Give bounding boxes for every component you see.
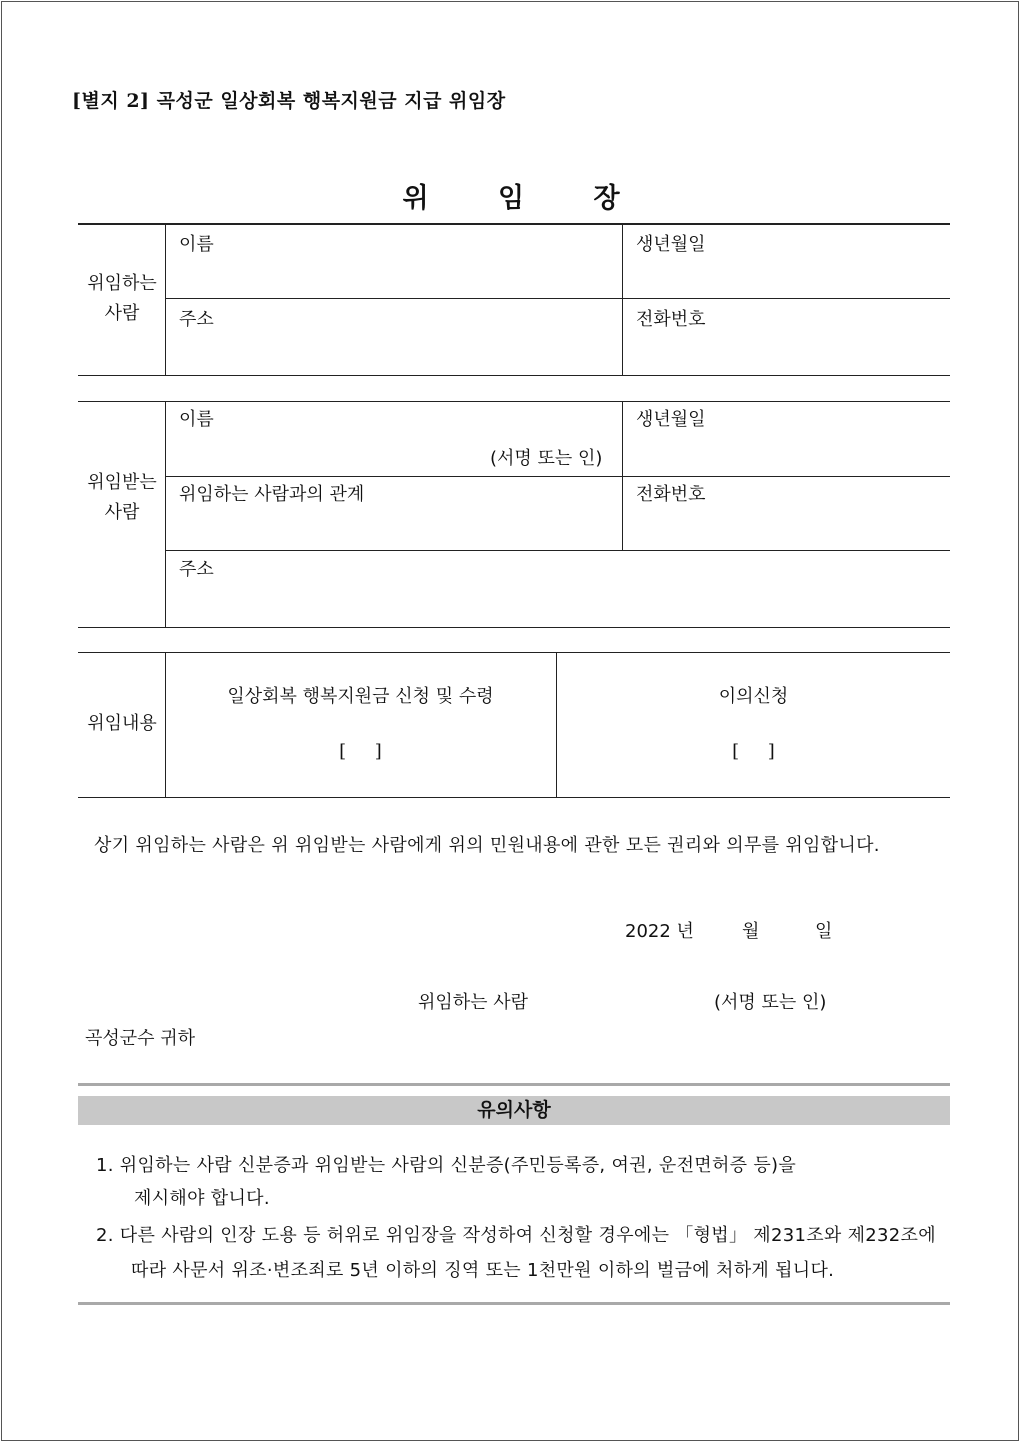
delegate-signature-hint: (서명 또는 인) bbox=[490, 448, 603, 469]
option-receive-label: 일상회복 행복지원금 신청 및 수령 bbox=[227, 686, 494, 707]
notice-item-1-line-1: 1. 위임하는 사람 신분증과 위임받는 사람의 신분증(주민등록증, 여권, 운전면허증 등)을 bbox=[96, 1155, 797, 1176]
option-objection-label: 이의신청 bbox=[718, 686, 789, 707]
form-label: [별지 2] 곡성군 일상회복 행복지원금 지급 위임장 bbox=[72, 90, 506, 112]
title-char-3: 장 bbox=[593, 183, 620, 214]
addressee: 곡성군수 귀하 bbox=[85, 1028, 196, 1049]
delegator-birth-label: 생년월일 bbox=[636, 234, 706, 255]
date-month: 월 bbox=[742, 921, 760, 942]
delegator-side-label bbox=[79, 269, 165, 329]
delegator-address-label: 주소 bbox=[179, 309, 214, 330]
delegate-address-label: 주소 bbox=[179, 559, 214, 580]
notice-bottom-rule bbox=[78, 1302, 950, 1305]
signer-label: 위임하는 사람 bbox=[418, 992, 529, 1013]
document-title bbox=[0, 176, 1022, 215]
date-year: 2022 년 bbox=[625, 921, 694, 942]
delegate-phone-label: 전화번호 bbox=[636, 484, 706, 505]
signer-signature-hint: (서명 또는 인) bbox=[714, 992, 827, 1013]
notice-item-2-line-1: 2. 다른 사람의 인장 도용 등 허위로 위임장을 작성하여 신청할 경우에는 「형법」 제231조와 제232조에 bbox=[96, 1225, 936, 1246]
title-char-1: 위 bbox=[402, 183, 429, 214]
delegation-statement: 상기 위임하는 사람은 위 위임받는 사람에게 위의 민원내용에 관한 모든 권리와 의무를 위임합니다. bbox=[94, 835, 880, 856]
delegate-relation-label: 위임하는 사람과의 관계 bbox=[179, 484, 365, 505]
option-objection-checkbox[interactable]: [ ] bbox=[732, 741, 775, 762]
option-receive-checkbox[interactable]: [ ] bbox=[339, 741, 382, 762]
notice-item-2-line-2: 따라 사문서 위조·변조죄로 5년 이하의 징역 또는 1천만원 이하의 벌금에 처하게 됩니다. bbox=[131, 1260, 835, 1281]
content-side-label: 위임내용 bbox=[87, 713, 157, 734]
delegator-side-label-line1: 위임하는 bbox=[87, 273, 157, 294]
date-day: 일 bbox=[815, 921, 833, 942]
notice-heading: 유의사항 bbox=[78, 1096, 950, 1125]
notice-top-rule bbox=[78, 1083, 950, 1086]
delegator-phone-label: 전화번호 bbox=[636, 309, 706, 330]
delegate-side-label-line1: 위임받는 bbox=[87, 472, 157, 493]
delegate-name-label: 이름 bbox=[179, 409, 214, 430]
delegator-name-label: 이름 bbox=[179, 234, 214, 255]
delegator-side-label-line2: 사람 bbox=[104, 303, 140, 324]
title-char-2: 임 bbox=[497, 183, 525, 214]
delegate-side-label-line2: 사람 bbox=[104, 502, 140, 523]
delegate-birth-label: 생년월일 bbox=[636, 409, 706, 430]
notice-item-1-line-2: 제시해야 합니다. bbox=[134, 1188, 270, 1209]
delegate-side-label bbox=[79, 468, 165, 528]
